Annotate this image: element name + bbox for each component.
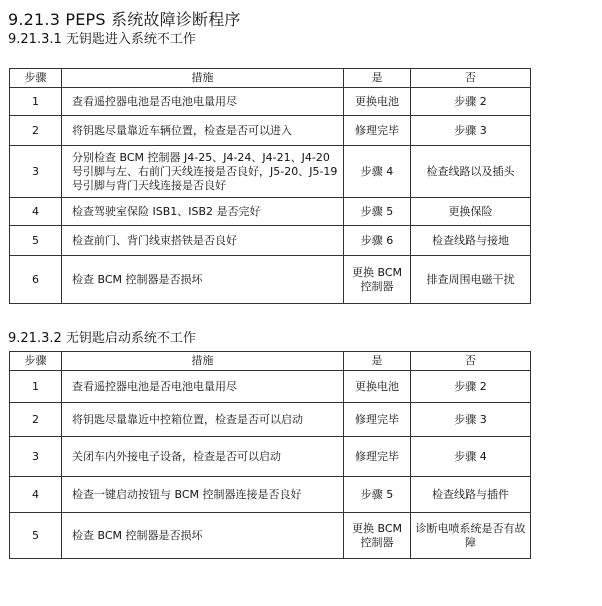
- table-row: [10, 116, 531, 146]
- cell-no: 排查周围电磁干扰: [411, 256, 531, 304]
- cell-step: 3: [10, 146, 62, 198]
- header-yes: 是: [344, 69, 411, 88]
- cell-yes: 更换电池: [344, 88, 411, 116]
- header-measure: 措施: [62, 69, 344, 88]
- header-no: 否: [411, 352, 531, 371]
- cell-measure: 查看遥控器电池是否电池电量用尽: [62, 371, 344, 403]
- cell-step: 1: [10, 371, 62, 403]
- cell-step: 5: [10, 226, 62, 256]
- cell-measure: 关闭车内外接电子设备，检查是否可以启动: [62, 437, 344, 477]
- cell-measure: 将钥匙尽量靠近中控箱位置，检查是否可以启动: [62, 403, 344, 437]
- section-title-keyless-entry: 9.21.3.1 无钥匙进入系统不工作: [8, 32, 196, 47]
- header-step: 步骤: [10, 69, 62, 88]
- header-measure: 措施: [62, 352, 344, 371]
- table-row: [10, 371, 531, 403]
- cell-measure: 检查 BCM 控制器是否损坏: [62, 513, 344, 559]
- table-row: [10, 477, 531, 513]
- cell-no: 步骤 2: [411, 88, 531, 116]
- cell-step: 5: [10, 513, 62, 559]
- diagnosis-table-keyless-start: [9, 351, 531, 559]
- section-title-keyless-start: 9.21.3.2 无钥匙启动系统不工作: [8, 331, 196, 346]
- cell-no: 诊断电喷系统是否有故障: [411, 513, 531, 559]
- table-header-row: [10, 69, 531, 88]
- cell-no: 检查线路与接地: [411, 226, 531, 256]
- cell-no: 更换保险: [411, 198, 531, 226]
- header-step: 步骤: [10, 352, 62, 371]
- table-row: [10, 198, 531, 226]
- cell-yes: 修理完毕: [344, 116, 411, 146]
- cell-yes: 更换电池: [344, 371, 411, 403]
- cell-measure: 检查一键启动按钮与 BCM 控制器连接是否良好: [62, 477, 344, 513]
- cell-step: 4: [10, 477, 62, 513]
- cell-yes: 步骤 5: [344, 198, 411, 226]
- cell-yes: 更换 BCM 控制器: [344, 256, 411, 304]
- cell-measure: 分别检查 BCM 控制器 J4-25、J4-24、J4-21、J4-20 号引脚与左、右前门天线连接是否良好，J5-20、J5-19 号引脚与背门天线连接是否良好: [62, 146, 344, 198]
- cell-step: 2: [10, 116, 62, 146]
- table-row: [10, 513, 531, 559]
- cell-measure: 查看遥控器电池是否电池电量用尽: [62, 88, 344, 116]
- table-row: [10, 256, 531, 304]
- cell-yes: 步骤 4: [344, 146, 411, 198]
- page-title: 9.21.3 PEPS 系统故障诊断程序: [8, 10, 241, 29]
- table-header-row: [10, 352, 531, 371]
- cell-no: 步骤 3: [411, 403, 531, 437]
- cell-measure: 检查驾驶室保险 ISB1、ISB2 是否完好: [62, 198, 344, 226]
- cell-yes: 修理完毕: [344, 403, 411, 437]
- header-yes: 是: [344, 352, 411, 371]
- cell-yes: 步骤 6: [344, 226, 411, 256]
- table-row: [10, 437, 531, 477]
- cell-yes: 步骤 5: [344, 477, 411, 513]
- cell-measure: 检查 BCM 控制器是否损坏: [62, 256, 344, 304]
- cell-no: 步骤 2: [411, 371, 531, 403]
- cell-measure: 将钥匙尽量靠近车辆位置，检查是否可以进入: [62, 116, 344, 146]
- cell-no: 检查线路与插件: [411, 477, 531, 513]
- cell-yes: 更换 BCM 控制器: [344, 513, 411, 559]
- cell-measure: 检查前门、背门线束搭铁是否良好: [62, 226, 344, 256]
- cell-no: 检查线路以及插头: [411, 146, 531, 198]
- table-row: [10, 403, 531, 437]
- cell-no: 步骤 3: [411, 116, 531, 146]
- cell-step: 1: [10, 88, 62, 116]
- diagnosis-table-keyless-entry: [9, 68, 531, 304]
- cell-step: 3: [10, 437, 62, 477]
- cell-yes: 修理完毕: [344, 437, 411, 477]
- cell-no: 步骤 4: [411, 437, 531, 477]
- cell-step: 2: [10, 403, 62, 437]
- table-row: [10, 88, 531, 116]
- header-no: 否: [411, 69, 531, 88]
- cell-step: 6: [10, 256, 62, 304]
- cell-step: 4: [10, 198, 62, 226]
- table-row: [10, 226, 531, 256]
- table-row: [10, 146, 531, 198]
